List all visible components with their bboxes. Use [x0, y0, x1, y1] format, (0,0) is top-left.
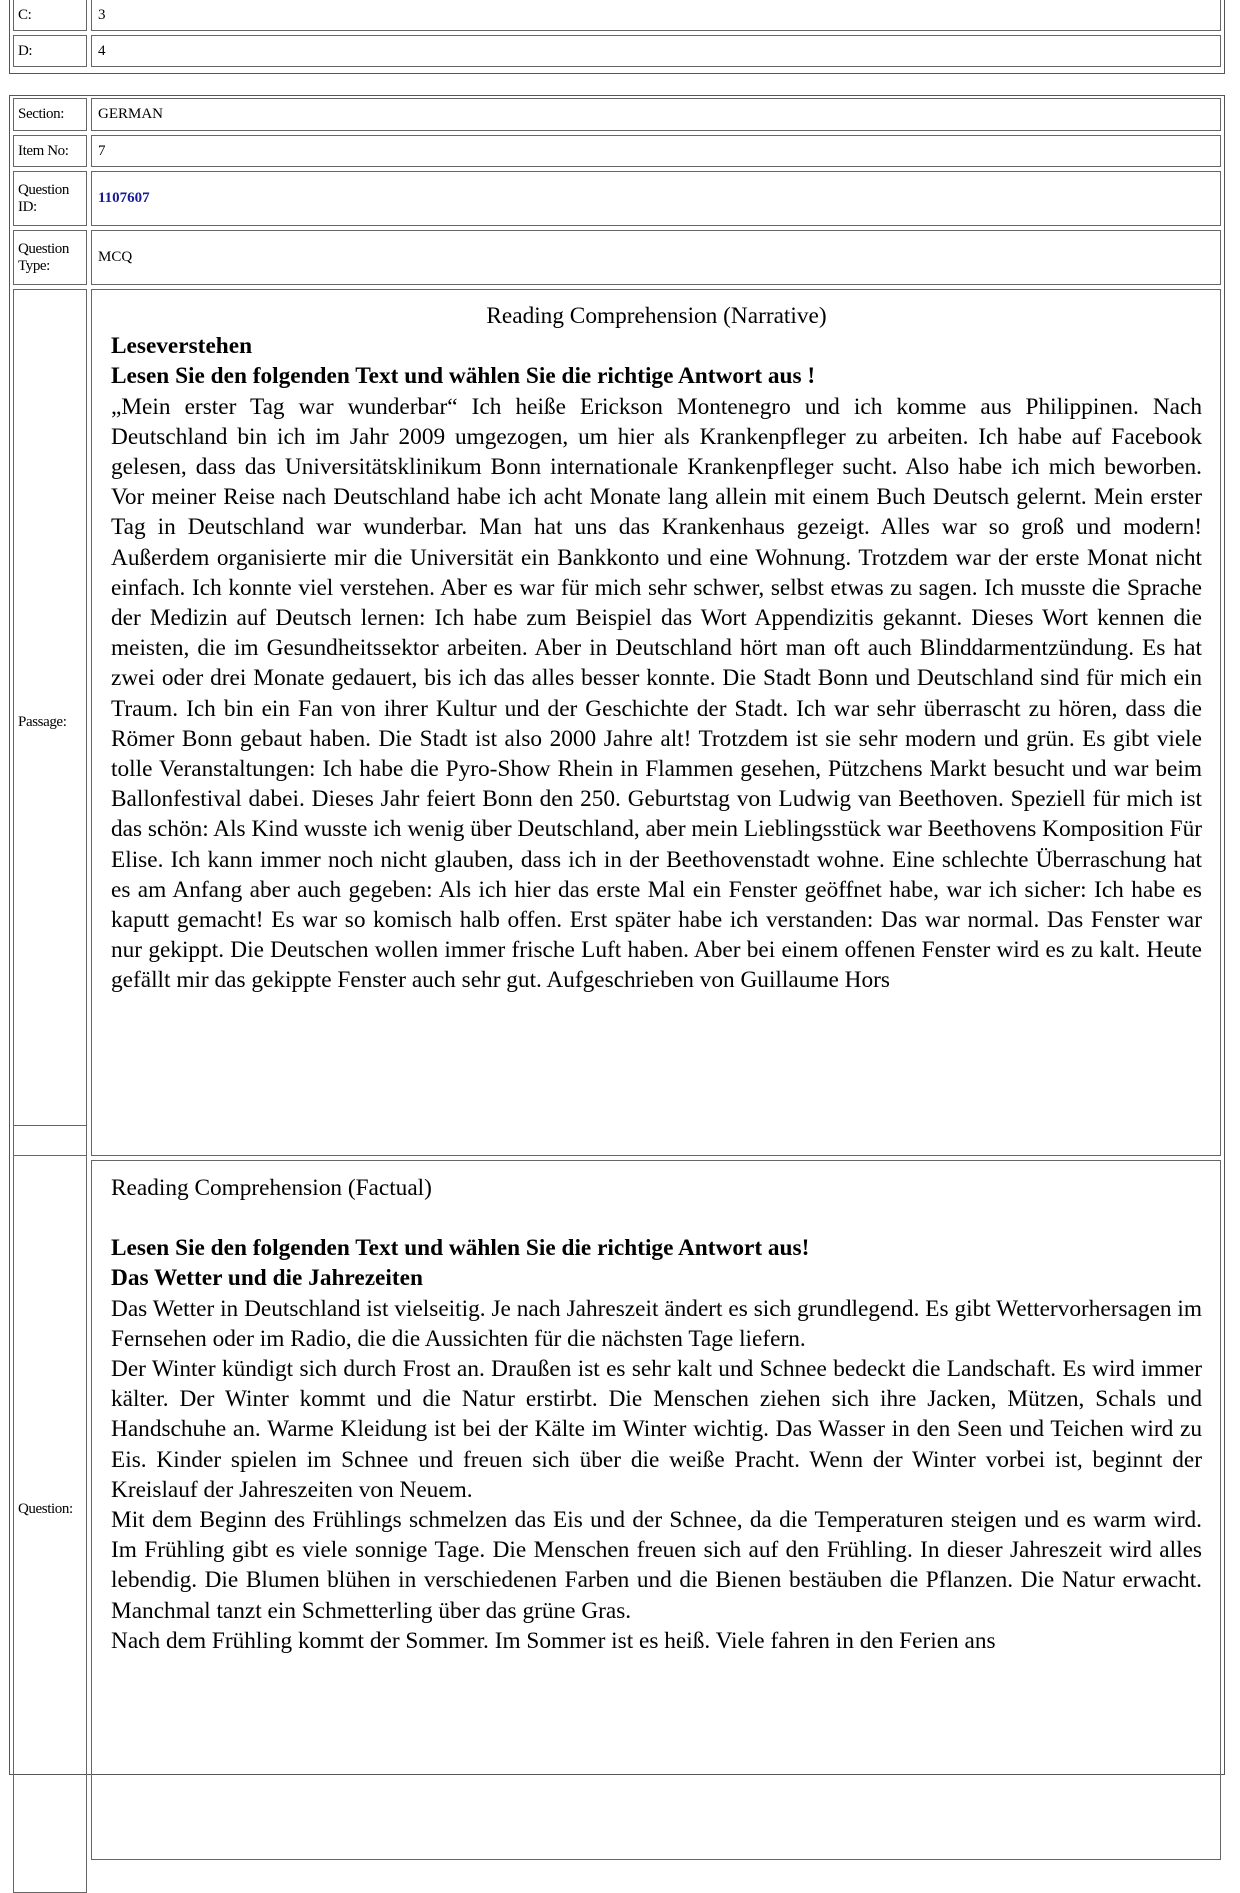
question-type-label: Question Type:	[13, 230, 87, 285]
question-paragraph-1: Das Wetter in Deutschland ist vielseitig. Je nach Jahreszeit ändert es sich grundlegend. Es gibt Wettervorhersagen im Fernsehen oder im Radio, die die Aussichten für die nächsten Tage liefern.	[111, 1295, 1202, 1352]
option-row-c	[12, 0, 1222, 31]
question-subheading-1: Lesen Sie den folgenden Text und wählen Sie die richtige Antwort aus!	[111, 1235, 810, 1262]
options-table	[9, 0, 1225, 74]
passage-heading: Reading Comprehension (Narrative)	[486, 303, 827, 329]
section-value: GERMAN	[91, 98, 1221, 131]
passage-content	[91, 289, 1221, 1156]
item-no-label: Item No:	[13, 135, 87, 167]
passage-label: Passage:	[13, 289, 87, 1156]
question-label: Question:	[13, 1125, 87, 1893]
question-subheading-2: Das Wetter und die Jahrezeiten	[111, 1265, 423, 1292]
question-type-row	[12, 230, 1222, 285]
section-label: Section:	[13, 98, 87, 131]
section-row	[12, 98, 1222, 131]
question-paragraph-2: Der Winter kündigt sich durch Frost an. Draußen ist es sehr kalt und Schnee bedeckt die Landschaft. Es wird immer kälter. Der Winter kommt und die Natur erstirbt. Die Menschen ziehen sich ihre Jacken, Mützen, Schals und Handschuhe an. Warme Kleidung ist bei der Kälte im Winter wichtig. Das Wasser in den Seen und Teichen wird zu Eis. Kinder spielen im Schnee und freuen sich über die weiße Pracht. Wenn der Winter vorbei ist, beginnt der Kreislauf der Jahreszeiten von Neuem.	[111, 1356, 1202, 1503]
question-id-row	[12, 171, 1222, 226]
passage-row	[12, 289, 1222, 1156]
passage-body: „Mein erster Tag war wunderbar“ Ich heiße Erickson Montenegro und ich komme aus Philippinen. Nach Deutschland bin ich im Jahr 2009 umgezogen, um hier als Krankenpfleger zu arbeiten. Ich habe auf Facebook gelesen, dass das Universitätsklinikum Bonn internationale Krankenpfleger sucht. Also habe ich mich beworben. Vor meiner Reise nach Deutschland habe ich acht Monate lang allein mit einem Buch Deutsch gelernt. Mein erster Tag in Deutschland war wunderbar. Man hat uns das Krankenhaus gezeigt. Alles war so groß und modern! Außerdem organisierte mir die Universität ein Bankkonto und eine Wohnung. Trotzdem war der erste Monat nicht einfach. Ich konnte viel verstehen. Aber es war für mich sehr schwer, selbst etwas zu sagen. Ich musste die Sprache der Medizin auf Deutsch lernen: Ich habe zum Beispiel das Wort Appendizitis gekannt. Dieses Wort kennen die meisten, die im Gesundheitssektor arbeiten. Aber in Deutschland hört man oft auch Blinddarmentzündung. Es hat zwei oder drei Monate gedauert, bis ich das alles besser konnte. Die Stadt Bonn und Deutschland sind für mich ein Traum. Ich bin ein Fan von ihrer Kultur und der Geschichte der Stadt. Ich war sehr überrascht zu hören, dass die Römer Bonn gebaut haben. Die Stadt ist also 2000 Jahre alt! Trotzdem ist sie sehr modern und grün. Es gibt viele tolle Veranstaltungen: Ich habe die Pyro-Show Rhein in Flammen gesehen, Pützchens Markt besucht und war beim Ballonfestival dabei. Dieses Jahr feiert Bonn den 250. Geburtstag von Ludwig van Beethoven. Speziell für mich ist das schön: Als Kind wusste ich wenig über Deutschland, aber mein Lieblingsstück war Beethovens Komposition Für Elise. Ich kann immer noch nicht glauben, dass ich in der Beethovenstadt wohne. Eine schlechte Überraschung hat es am Anfang aber auch gegeben: Als ich hier das erste Mal ein Fenster geöffnet habe, war ich sicher: Ich habe es kaputt gemacht! Es war so komisch halb offen. Erst später habe ich verstanden: Das war normal. Das Fenster war nur gekippt. Die Deutschen wollen immer frische Luft haben. Aber bei einem offenen Fenster wird es zu kalt. Heute gefällt mir das gekippte Fenster auch sehr gut. Aufgeschrieben von Guillaume Hors	[111, 393, 1202, 994]
passage-subheading-1: Leseverstehen	[111, 333, 253, 360]
question-id-label: Question ID:	[13, 171, 87, 226]
passage-subheading-2: Lesen Sie den folgenden Text und wählen Sie die richtige Antwort aus !	[111, 363, 816, 390]
option-value-c: 3	[91, 0, 1221, 31]
option-label-d: D:	[13, 35, 87, 67]
item-no-row	[12, 135, 1222, 167]
item-no-value: 7	[91, 135, 1221, 167]
question-paragraph-3: Mit dem Beginn des Frühlings schmelzen das Eis und der Schnee, da die Temperaturen steigen und es warm wird. Im Frühling gibt es viele sonnige Tage. Die Menschen freuen sich auf den Frühling. In dieser Jahreszeit wird alles lebendig. Die Blumen blühen in verschiedenen Farben und die Bienen bestäuben die Pflanzen. Die Natur erwacht. Manchmal tanzt ein Schmetterling über das grüne Gras.	[111, 1507, 1202, 1624]
item-table	[9, 95, 1225, 1775]
option-row-d	[12, 35, 1222, 67]
question-heading: Reading Comprehension (Factual)	[111, 1175, 432, 1201]
question-id-value: 1107607	[91, 171, 1221, 226]
question-content	[91, 1160, 1221, 1860]
question-row	[12, 1160, 1222, 1860]
question-paragraph-4: Nach dem Frühling kommt der Sommer. Im Sommer ist es heiß. Viele fahren in den Ferien ans	[111, 1627, 996, 1654]
option-value-d: 4	[91, 35, 1221, 67]
question-type-value: MCQ	[91, 230, 1221, 285]
option-label-c: C:	[13, 0, 87, 31]
question-spacer	[111, 1203, 1202, 1233]
